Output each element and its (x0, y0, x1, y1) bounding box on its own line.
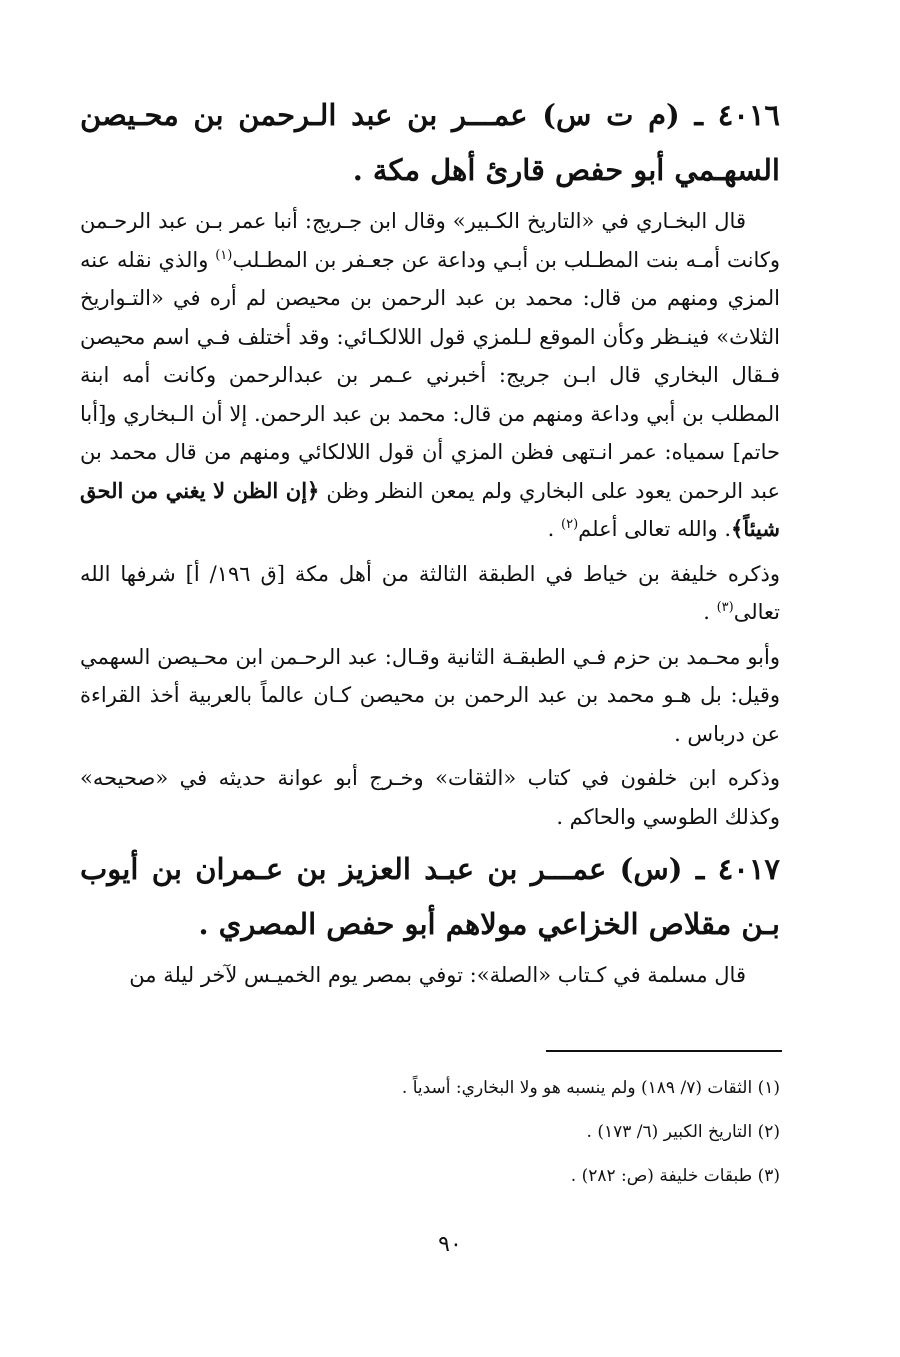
entry-heading-4016: ٤٠١٦ ـ (م ت س) عمـــر بن عبد الـرحمن بن محـيصن السهـمي أبو حفص قارئ أهل مكة . (80, 98, 780, 187)
paragraph-ibn-hazm: وأبو محـمد بن حزم فـي الطبقـة الثانية وقـال: عبد الرحـمن ابن محـيصن السهمي وقيل: بل هـو محمد بن عبد الرحمن بن محيصن كـان عالماً بالعربية أخذ القراءة عن درباس . (80, 644, 780, 746)
paragraph-maslama: قال مسلمة في كـتاب «الصلة»: توفي بمصر يوم الخميـس لآخر ليلة من (129, 963, 746, 987)
paragraph-end: . (703, 600, 717, 624)
main-text (80, 88, 780, 1001)
footnote-marker-3: (٣) (716, 600, 734, 615)
footnote-3: (٣) طبقات خليفة (ص: ٢٨٢) . (570, 1166, 780, 1186)
paragraph-text-continued: والذي نقله عنه المزي ومنهم من قال: محمد بن عبد الرحمن بن محيصن لم أره في «التـواريخ الثلاث» فينـظر وكأن الموقع لـلمزي قول اللالكـائي: وقد أختلف فـي اسم محيصن فـقال البخاري قال ابـن جريج: أخبرني عـمر بن عبدالرحمن وكانت أمه ابنة المطلب بن أبي وداعة ومنهم من قال: محمد بن عبد الرحمن. إلا أن الـبخاري و[أبا حاتم] سمياه: عمر انـتهى فظن المزي أن قول اللالكائي ومنهم من قال محمد بن عبد الرحمن يعود على البخاري ولم يمعن النظر وظن (80, 247, 780, 503)
footnotes (260, 1066, 780, 1198)
paragraph-khalifa (80, 555, 780, 632)
footnote-marker-2: (٢) (561, 517, 579, 532)
quran-verse: ﴿إن الظن لا يغني من الحق شيئاً﴾ (80, 477, 780, 541)
paragraph-end: . (547, 517, 562, 541)
footnote-1: (١) الثقات (٧/ ١٨٩) ولم ينسبه هو ولا البخاري: أسدياً . (401, 1078, 780, 1098)
paragraph-text: قال البخـاري في «التاريخ الكـبير» وقال ابن جـريج: أنبا عمر بـن عبد الرحـمن وكانت أمـه بنت المطـلب بن أبـي وداعة عن جعـفر بن المطـلب (80, 209, 780, 272)
entry-heading-4017: ٤٠١٧ ـ (س) عمـــر بن عبـد العزيز بن عـمران بن أيوب بـن مقلاص الخزاعي مولاهم أبو حفص المصري . (80, 852, 780, 941)
page-number: ٩٠ (438, 1232, 462, 1257)
footnote-marker-1: (١) (215, 247, 233, 263)
paragraph-text: وذكره خليفة بن خياط في الطبقة الثالثة من أهل مكة [ق ١٩٦/ أ] شرفها الله تعالى (80, 561, 781, 624)
paragraph-ibn-khalfun: وذكره ابن خلفون في كتاب «الثقات» وخـرج أبو عوانة حديثه في «صحيحه» وكذلك الطوسي والحاكم . (80, 766, 780, 829)
paragraph-bukhari (80, 202, 780, 549)
paragraph-text-closing: . والله تعالى أعلم (578, 517, 732, 541)
footnote-divider (546, 1050, 782, 1052)
footnote-2: (٢) التاريخ الكبير (٦/ ١٧٣) . (586, 1122, 780, 1142)
